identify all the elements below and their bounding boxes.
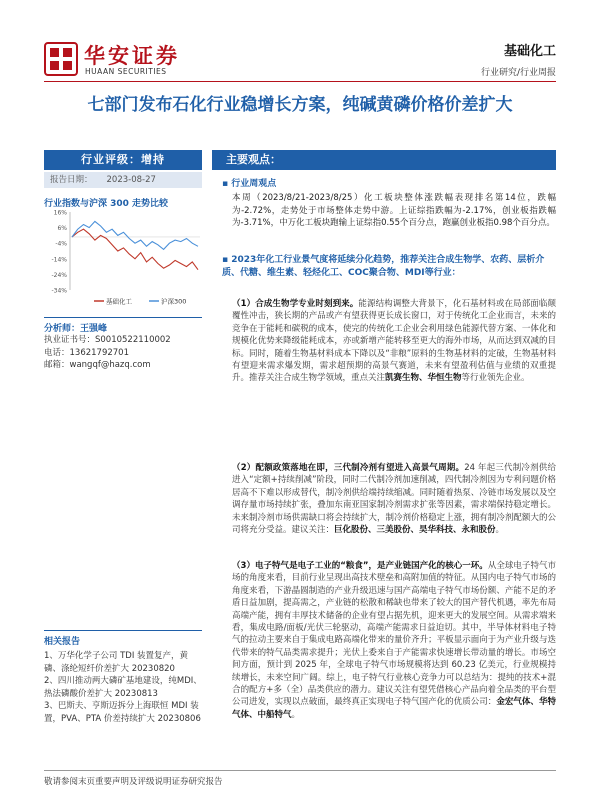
weekly-view-heading: ▪ 行业周观点 [222, 179, 277, 189]
analyst-phone: 电话：13621792701 [44, 347, 129, 358]
y-tick-label: -4% [55, 240, 67, 248]
related-reports-list [44, 650, 202, 725]
industry-rating: 行业评级：增持 [44, 150, 202, 170]
synthetic-biology-text: 能源结构调整大背景下，化石基材料或在局部面临颠覆性冲击，狭长期的产品或产有望获得更长成长窗口，对于传统化工企业而言，未来的竞争在于能耗和碳税的成本，使完的传统化工企业会利用绿色能源代替方案、一体化和规模化优势来降级能耗成本，亦或新增产能转移至更大的海外市场，从而达到双减的目标。同时，随着生物基材料成本下降以及“非粮”原料的生物基材料的定破，生物基材料有望迎来需求爆发期，需求超预期的高景气赛道，未来有望盈利估值与业绩的双重提升。推荐关注合成生物学领域，重点关注 [232, 299, 556, 384]
refrigerant-paragraph [232, 462, 556, 536]
chart-title: 行业指数与沪深 300 走势比较 [44, 199, 169, 209]
analyst-email[interactable]: 邮箱：wangqf@hazq.com [44, 360, 151, 370]
synthetic-biology-end: 等行业领先企业。 [461, 373, 530, 384]
series-line-0 [72, 229, 198, 270]
header-divider [44, 81, 556, 82]
y-tick-label: 16% [53, 209, 67, 217]
industry-outlook-heading: ▪ 2023年化工行业景气度将延续分化趋势，推荐关注合成生物学、农药、层析介质、代糖、维生素、轻烃化工、COC聚合物、MDI等行业： [222, 255, 545, 278]
legend-label: 基础化工 [106, 297, 132, 306]
brand-name-cn: 华安证券 [84, 43, 180, 68]
brand-logo [44, 40, 194, 80]
refrigerant-lead: （2）配额政策落地在即，三代制冷剂有望进入高景气周期。 [232, 463, 465, 473]
electronic-gas-picks: 金宏气体、华特气体、中船特气 [232, 697, 556, 720]
refrigerant-text: 24 年起三代制冷剂供给进入“定额+持续削减”阶段，同时二代制冷剂加速削减，四代制冷剂因为专利问题价格居高不下难以形成替代，制冷剂供给端持续缩减。同时随着热泵、冷链市场发展以及空调存量市场持续扩张，叠加东南亚国家制冷剂需求扩张等因素，需求端保持稳定增长。未来制冷剂市场供需缺口将会持续扩大，制冷剂价格稳定上涨，拥有制冷剂配额大的公司将充分受益。建议关注： [232, 463, 556, 536]
synthetic-biology-picks: 凯赛生物、华恒生物 [385, 373, 462, 384]
related-report-item[interactable]: 2、四川推动两大磷矿基地建设，纯MDI、热法磷酸价差扩大 20230813 [44, 676, 202, 699]
analyst-contact [44, 334, 171, 372]
report-date-row [44, 172, 202, 188]
electronic-gas-end: 。 [291, 709, 301, 720]
y-tick-label: -14% [51, 256, 67, 264]
related-report-item[interactable]: 1、万华化学子公司 TDI 装置复产，黄磷、涤纶短纤价差扩大 20230820 [44, 651, 189, 674]
analyst-divider [44, 317, 202, 318]
analyst-name: 分析师：王强峰 [44, 324, 108, 334]
electronic-gas-paragraph [232, 560, 556, 721]
main-points-label: 主要观点： [226, 153, 281, 166]
index-comparison-chart [44, 208, 204, 308]
brand-name-en: HUAAN SECURITIES [85, 67, 167, 76]
footer-divider [44, 770, 556, 771]
refrigerant-end: 。 [495, 525, 505, 536]
related-divider [44, 630, 202, 631]
analyst-license: 执业证书号：S0010522110002 [44, 335, 171, 345]
huaan-logo-icon [44, 42, 78, 76]
report-type: 行业研究/行业周报 [480, 68, 556, 78]
electronic-gas-text: 从全球电子特气市场的角度来看，目前行业呈现出高技术壁垒和高附加值的特征。从国内电子特气市场的角度来看，下游晶圆制造的产业升级迅速与国产高端电子特气市场份额、产能不足的矛盾日益加剧，提高需之，产业链的松散和稀缺也带来了较大的国产替代机遇，率先布局高端产能，拥有丰厚技术储备的企业有望占据先机，迎来更大的发展空间。从需求端来看，集成电路/面板/光伏三轮驱动，高端产能需求日益迫切。其中，半导体材料电子特气的拉动主要来自于集成电路高端化带来的量价齐升；平板显示面向于为产业升级与迭代带来的特气品类需求提升；光伏上委来自于产能需求快速增长带动量的增长。市场空间方面，预计到 2025 年，全球电子特气市场规模将达到 60.23 亿美元，行业规模持续增长，未来空间广阔。综上，电子特气行业核心竞争力可以总结为：提纯的技术+混合的配方+多（全）品类供应的潜力。建议关注有望凭借核心产品向着全品类的平台型公司进发，实现以点破面，最终真正实现电子特气国产化的优质公司： [232, 561, 556, 708]
weekly-view-text: 本周（2023/8/21-2023/8/25）化工板块整体涨跌幅表现排名第14位，跌幅为-2.72%，走势处于市场整体走势中游。上证综指跌幅为-2.17%，创业板指跌幅为-3.71%，中万化工板块跑输上证综指0.55个百分点，跑赢创业板指0.98个百分点。 [232, 193, 556, 228]
y-tick-label: -24% [51, 271, 67, 279]
synthetic-biology-lead: （1）合成生物学专业时刻到来。 [232, 299, 359, 309]
footer-disclaimer[interactable]: 敬请参阅末页重要声明及评级说明证券研究报告 [44, 777, 223, 787]
header-meta [481, 40, 556, 78]
sector-label: 基础化工 [503, 44, 556, 59]
y-tick-label: -34% [51, 287, 67, 295]
synthetic-biology-paragraph [232, 298, 556, 385]
report-title: 七部门发布石化行业稳增长方案，纯碱黄磷价格价差扩大 [87, 95, 513, 115]
related-reports-title: 相关报告 [44, 637, 81, 647]
report-date-label: 报告日期： [50, 175, 93, 185]
refrigerant-picks: 巨化股份、三美股份、昊华科技、永和股份 [334, 525, 496, 536]
report-date: 2023-08-27 [106, 175, 156, 185]
related-report-item[interactable]: 3、巴斯夫、亨斯迈拆分上海联恒 MDI 装置，PVA、PTA 价差持续扩大 20230806 [44, 701, 201, 724]
electronic-gas-lead: （3）电子特气是电子工业的“粮食”，是产业链国产化的核心一环。 [232, 561, 488, 571]
chart-svg [44, 208, 204, 308]
y-tick-label: 6% [57, 225, 67, 233]
legend-label: 沪深300 [161, 297, 187, 306]
